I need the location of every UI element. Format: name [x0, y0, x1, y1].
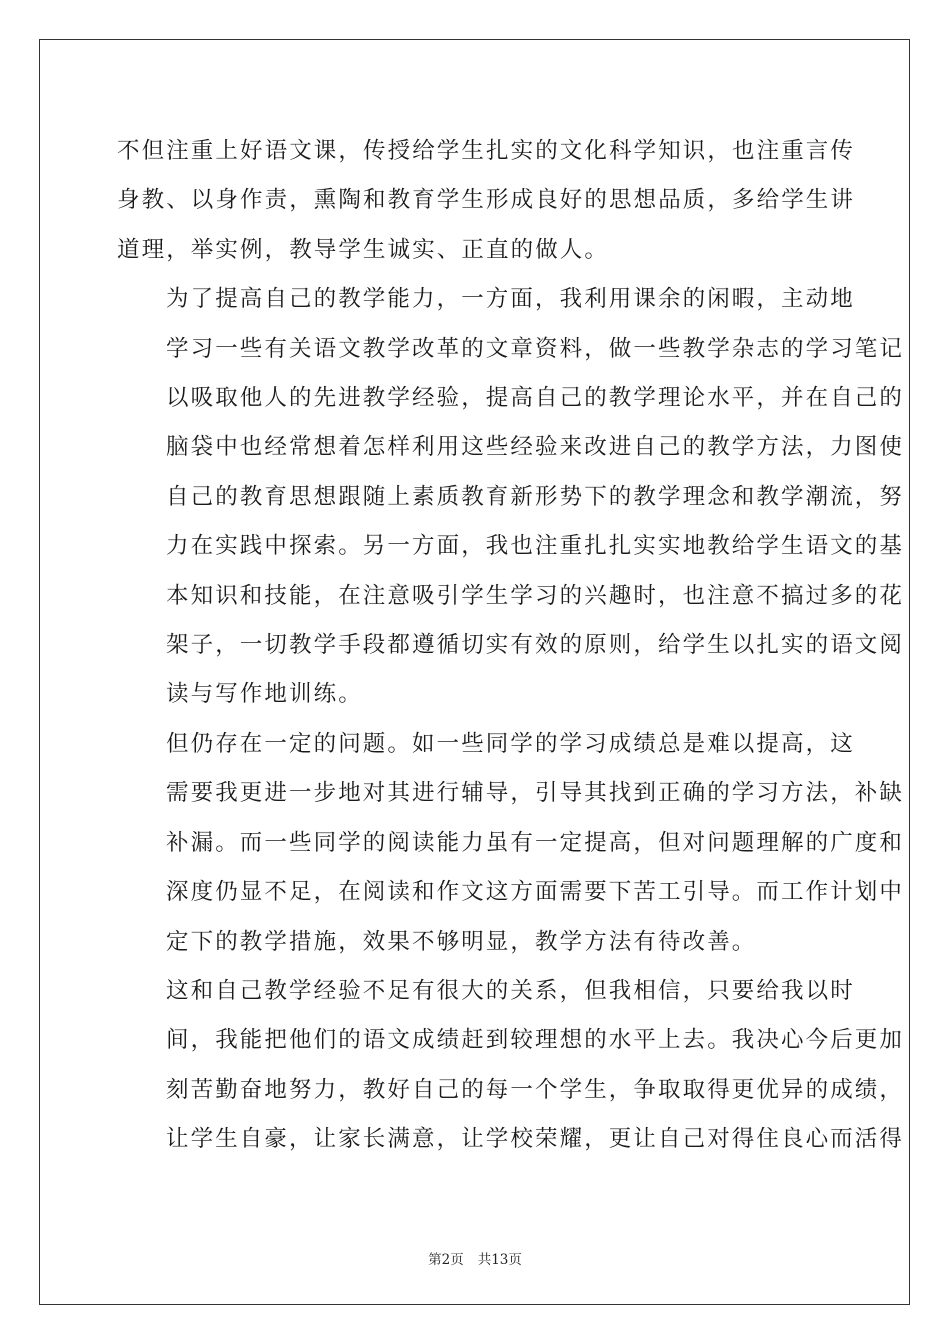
text-line: 力在实践中探索。另一方面，我也注重扎扎实实地教给学生语文的基: [166, 533, 905, 560]
text-line: 读与写作地训练。: [166, 681, 363, 708]
text-line: 补漏。而一些同学的阅读能力虽有一定提高，但对问题理解的广度和: [166, 829, 905, 856]
page-number: 第2页: [428, 1252, 464, 1268]
text-line: 架子，一切教学手段都遵循切实有效的原则，给学生以扎实的语文阅: [166, 632, 905, 659]
paragraph: [117, 967, 905, 1165]
text-line: 让学生自豪，让家长满意，让学校荣耀，更让自己对得住良心而活得: [166, 1126, 905, 1153]
text-line: 道理，举实例，教导学生诚实、正直的做人。: [117, 236, 610, 263]
text-line: 为了提高自己的教学能力，一方面，我利用课余的闲暇，主动地: [166, 286, 855, 313]
paragraph: [117, 720, 905, 967]
text-line: 定下的教学措施，效果不够明显，教学方法有待改善。: [166, 928, 757, 955]
text-line: 本知识和技能，在注意吸引学生学习的兴趣时，也注意不搞过多的花: [166, 582, 905, 609]
paragraph: [117, 275, 905, 720]
text-line: 脑袋中也经常想着怎样利用这些经验来改进自己的教学方法，力图使: [166, 434, 905, 461]
text-line: 这和自己教学经验不足有很大的关系，但我相信，只要给我以时: [166, 977, 855, 1004]
page-total: 共13页: [477, 1252, 522, 1268]
text-line: 学习一些有关语文教学改革的文章资料，做一些教学杂志的学习笔记: [166, 335, 905, 362]
paragraph: [117, 127, 856, 275]
text-line: 间，我能把他们的语文成绩赶到较理想的水平上去。我决心今后更加: [166, 1027, 905, 1054]
text-line: 以吸取他人的先进教学经验，提高自己的教学理论水平，并在自己的: [166, 385, 905, 412]
text-line: 刻苦勤奋地努力，教好自己的每一个学生，争取取得更优异的成绩，: [166, 1076, 905, 1103]
document-body: [117, 127, 905, 1165]
text-line: 不但注重上好语文课，传授给学生扎实的文化科学知识，也注重言传: [117, 138, 856, 164]
page-footer: [0, 1248, 950, 1268]
text-line: 身教、以身作责，熏陶和教育学生形成良好的思想品质，多给学生讲: [117, 187, 856, 214]
text-line: 深度仍显不足，在阅读和作文这方面需要下苦工引导。而工作计划中: [166, 879, 905, 906]
text-line: 但仍存在一定的问题。如一些同学的学习成绩总是难以提高，这: [166, 730, 855, 757]
text-line: 自己的教育思想跟随上素质教育新形势下的教学理念和教学潮流，努: [166, 483, 905, 510]
text-line: 需要我更进一步地对其进行辅导，引导其找到正确的学习方法，补缺: [166, 780, 905, 807]
